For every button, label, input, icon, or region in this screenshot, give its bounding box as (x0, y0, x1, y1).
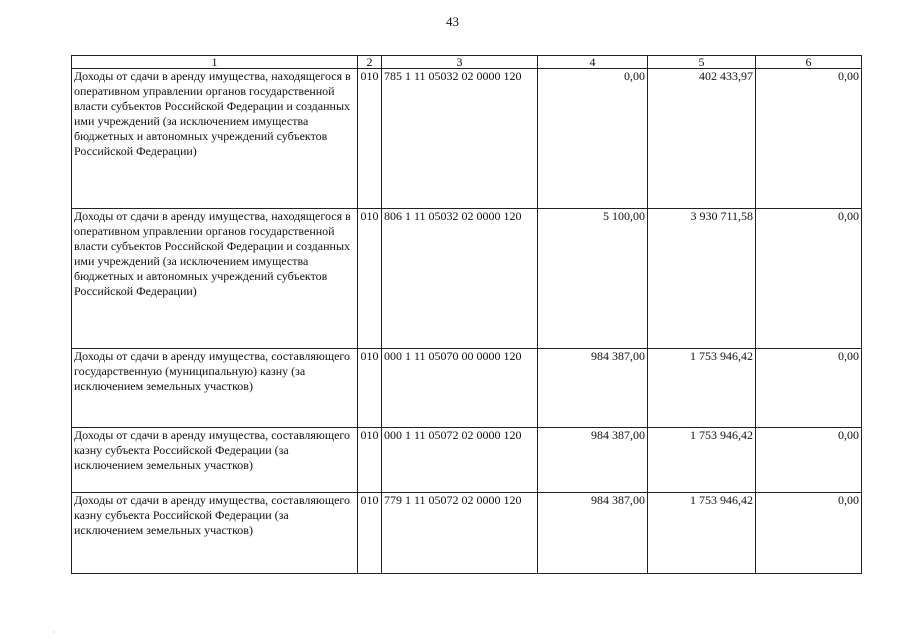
scan-mark: · (52, 628, 55, 637)
row-executed-cell: 1 753 946,42 (648, 493, 756, 574)
table-row (72, 493, 862, 574)
row-approved-cell: 984 387,00 (538, 349, 648, 428)
table-row (72, 209, 862, 349)
column-header-6: 6 (756, 56, 862, 69)
row-approved-cell: 5 100,00 (538, 209, 648, 349)
row-line-code-cell: 010 (358, 349, 382, 428)
row-executed-cell: 1 753 946,42 (648, 428, 756, 493)
row-unexecuted-cell: 0,00 (756, 349, 862, 428)
row-executed-cell: 1 753 946,42 (648, 349, 756, 428)
row-budget-code-cell: 000 1 11 05070 00 0000 120 (382, 349, 538, 428)
row-executed-cell: 402 433,97 (648, 69, 756, 209)
row-name-cell: Доходы от сдачи в аренду имущества, находящегося в оперативном управлении органов государственной власти субъектов Российской Федерации и созданных ими учреждений (за исключением имущества бюджетных и автономных учреждений субъектов Российской Федерации) (72, 209, 358, 349)
row-executed-cell: 3 930 711,58 (648, 209, 756, 349)
row-approved-cell: 0,00 (538, 69, 648, 209)
row-budget-code-cell: 779 1 11 05072 02 0000 120 (382, 493, 538, 574)
column-number-row (72, 56, 862, 69)
column-header-2: 2 (358, 56, 382, 69)
column-header-5: 5 (648, 56, 756, 69)
row-unexecuted-cell: 0,00 (756, 209, 862, 349)
row-line-code-cell: 010 (358, 493, 382, 574)
page-number: 43 (446, 14, 459, 29)
row-budget-code-cell: 806 1 11 05032 02 0000 120 (382, 209, 538, 349)
table-row (72, 349, 862, 428)
row-line-code-cell: 010 (358, 69, 382, 209)
row-line-code-cell: 010 (358, 209, 382, 349)
row-approved-cell: 984 387,00 (538, 493, 648, 574)
row-budget-code-cell: 785 1 11 05032 02 0000 120 (382, 69, 538, 209)
row-budget-code-cell: 000 1 11 05072 02 0000 120 (382, 428, 538, 493)
row-line-code-cell: 010 (358, 428, 382, 493)
table-row (72, 428, 862, 493)
row-name-cell: Доходы от сдачи в аренду имущества, составляющего казну субъекта Российской Федерации (за исключением земельных участков) (72, 428, 358, 493)
revenue-table (71, 55, 862, 574)
row-approved-cell: 984 387,00 (538, 428, 648, 493)
row-unexecuted-cell: 0,00 (756, 493, 862, 574)
column-header-3: 3 (382, 56, 538, 69)
row-unexecuted-cell: 0,00 (756, 69, 862, 209)
row-unexecuted-cell: 0,00 (756, 428, 862, 493)
row-name-cell: Доходы от сдачи в аренду имущества, составляющего казну субъекта Российской Федерации (за исключением земельных участков) (72, 493, 358, 574)
row-name-cell: Доходы от сдачи в аренду имущества, находящегося в оперативном управлении органов государственной власти субъектов Российской Федерации и созданных ими учреждений (за исключением имущества бюджетных и автономных учреждений субъектов Российской Федерации) (72, 69, 358, 209)
row-name-cell: Доходы от сдачи в аренду имущества, составляющего государственную (муниципальную) казну (за исключением земельных участков) (72, 349, 358, 428)
column-header-1: 1 (72, 56, 358, 69)
table-row (72, 69, 862, 209)
column-header-4: 4 (538, 56, 648, 69)
